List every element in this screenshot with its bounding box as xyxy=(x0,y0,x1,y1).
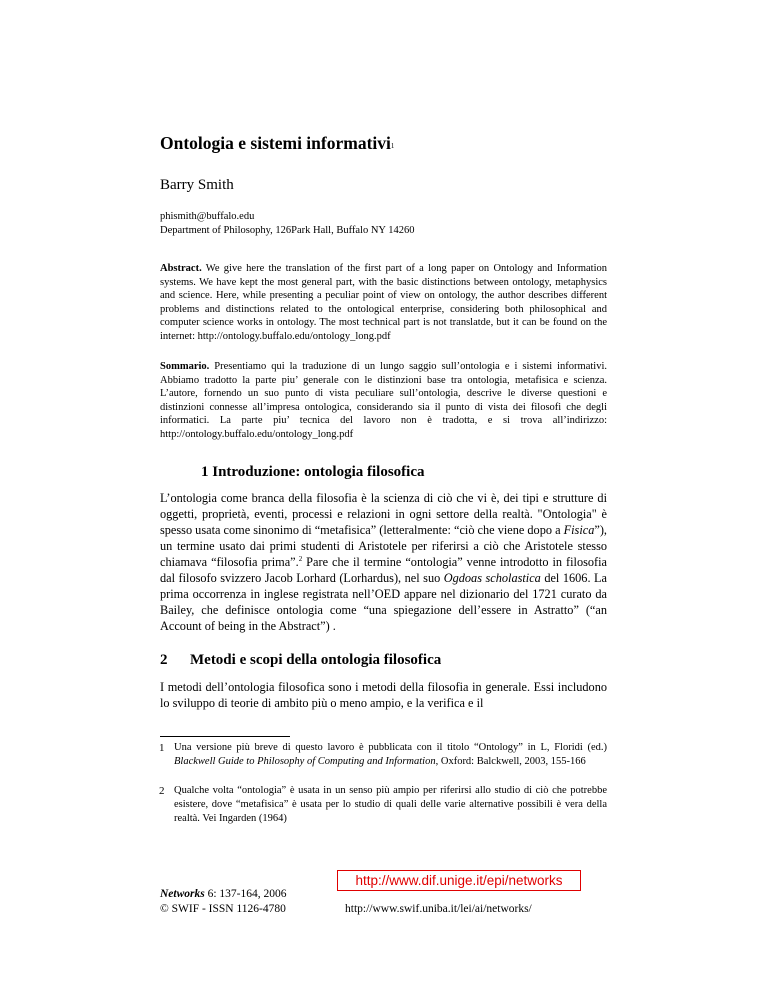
sommario xyxy=(160,360,607,442)
footnote-2: 2 Qualche volta “ontologia” è usata in un senso più ampio per riferirsi allo studio di ciò che potrebbe esistere, dove “metafisica” è usata per lo studio di quali delle varie alternative possibili è vera della realtà. Vei Ingarden (1964) xyxy=(159,785,607,824)
section-2-paragraph: I metodi dell’ontologia filosofica sono i metodi della filosofia in generale. Essi includono lo sviluppo di teorie di ambito più o meno ampio, e la verifica e il xyxy=(160,680,607,710)
abstract xyxy=(160,262,607,344)
title-footnote-mark: 1 xyxy=(390,142,395,150)
section-2-heading: 2 Metodi e scopi della ontologia filosofica xyxy=(160,652,442,668)
footnote-1: 1 Una versione più breve di questo lavoro è pubblicata con il titolo “Ontology” in L, Floridi (ed.) Blackwell Guide to Philosophy of Computing and Information, Oxford: Balckwell, 2003, 155-166 xyxy=(159,742,607,767)
swif-url-link[interactable]: http://www.swif.uniba.it/lei/ai/networks/ xyxy=(345,903,532,915)
author-email: phismith@buffalo.edu xyxy=(160,211,255,222)
sommario-label: Sommario. xyxy=(160,361,210,372)
journal-name: Networks xyxy=(160,888,205,900)
networks-url-link[interactable]: http://www.dif.unige.it/epi/networks xyxy=(337,870,581,891)
journal-citation xyxy=(160,887,287,917)
sommario-text: Presentiamo qui la traduzione di un lungo saggio sull’ontologia e i sistemi informativi. Abbiamo tradotto la parte piu’ generale con le distinzioni base tra ontologia, metafisica e scienza. L’autore, fornendo un suo punto di vista peculiare sull’ontologia, descrive le diverse questioni e distinzioni connesse all’impresa ontologica, considerando sia il punto di vista dei filosofi che degli informatici. La parte piu’ tecnica del lavoro non è tradotta, e si trova all’indirizzo: http://ontology.buffalo.edu/ontology_long.pdf xyxy=(160,361,608,440)
abstract-text: We give here the translation of the first part of a long paper on Ontology and Information systems. We have kept the most general part, with the basic distinctions between ontology, metaphysics and science. Here, while presenting a peculiar point of view on ontology, the author describes different problems and distinctions related to the ontological enterprise, considering both philosophical and computer science works in ontology. The most technical part is not translatde, but it can be found on the internet: http://ontology.buffalo.edu/ontology_long.pdf xyxy=(160,263,607,342)
section-1-heading: 1 Introduzione: ontologia filosofica xyxy=(201,464,425,480)
paper-title: Ontologia e sistemi informativi$^1$ xyxy=(160,133,395,153)
copyright-issn: © SWIF - ISSN 1126-4780 xyxy=(160,903,286,915)
author-name: Barry Smith xyxy=(160,177,234,193)
footnote-divider xyxy=(160,736,290,737)
author-department: Department of Philosophy, 126Park Hall, Buffalo NY 14260 xyxy=(160,225,415,236)
section-1-paragraph: L’ontologia come branca della filosofia è la scienza di ciò che vi è, dei tipi e strutture di oggetti, proprietà, eventi, processi e relazioni in ogni settore della realtà. "Ontologia" è spesso usata come sinonimo di “metafisica” (letteralmente: “ciò che viene dopo a Fisica”), un termine usato dai primi studenti di Aristotele per riferirsi a ciò che Aristotele stesso chiamava “filosofia prima”.$^2$ Pare che il termine “ontologia” venne introdotto in filosofia dal filosofo svizzero Jacob Lorhard (Lorhardus), nel suo Ogdoas scholastica del 1606. La prima occorrenza in inglese registrata nell’OED appare nel dizionario del 1721 curato da Bailey, che definisce ontologia come “una spiegazione dell’essere in Astratto” (“an Account of being in the Abstract”) . xyxy=(160,491,607,633)
section-2-number: 2 xyxy=(160,652,168,668)
footnote-2-mark: 2 xyxy=(159,785,165,797)
journal-volume: 6: 137-164, 2006 xyxy=(204,888,287,900)
footnote-ref-2: 2 xyxy=(298,555,303,563)
abstract-label: Abstract. xyxy=(160,263,202,274)
footnote-1-mark: 1 xyxy=(159,742,165,754)
author-affiliation xyxy=(160,210,415,238)
